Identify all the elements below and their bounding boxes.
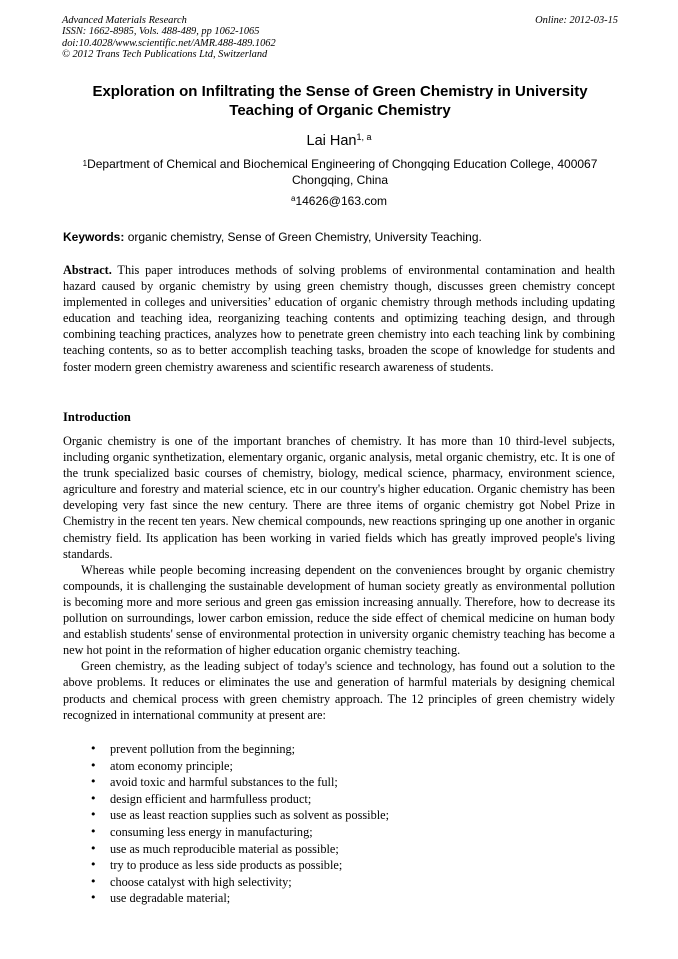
- list-item: • choose catalyst with high selectivity;: [90, 874, 389, 891]
- introduction-body: [63, 433, 615, 723]
- online-date: Online: 2012-03-15: [535, 15, 618, 26]
- intro-paragraph-3: Green chemistry, as the leading subject of today's science and technology, has found out a solution to the above problems. It reduces or eliminates the use and generation of harmful materials by designing chemical products and chemical process with green chemistry approach. The 12 principles of green chemistry widely recognized in international community at present are:: [63, 659, 615, 722]
- list-item: • try to produce as less side products as possible;: [90, 857, 389, 874]
- abstract: [63, 262, 615, 375]
- list-item: • use as much reproducible material as possible;: [90, 841, 389, 858]
- keywords-label: Keywords:: [63, 230, 125, 244]
- list-item: • avoid toxic and harmful substances to the full;: [90, 774, 389, 791]
- author-line: [0, 133, 678, 149]
- author-name: Lai Han: [306, 133, 357, 149]
- affiliation-superscript: 1: [82, 159, 88, 168]
- list-item: • prevent pollution from the beginning;: [90, 741, 389, 758]
- author-superscript: 1, a: [356, 132, 372, 142]
- doi-line: doi:10.4028/www.scientific.net/AMR.488-489.1062: [62, 37, 276, 49]
- keywords-text: organic chemistry, Sense of Green Chemistry, University Teaching.: [124, 230, 482, 244]
- journal-header: [62, 15, 618, 61]
- copyright-line: © 2012 Trans Tech Publications Ltd, Switzerland: [62, 49, 268, 61]
- abstract-text: This paper introduces methods of solving problems of environmental contamination and health hazard caused by organic chemistry by using green chemistry though, discusses green chemistry concept implemented in colleges and universities’ education of organic chemistry through methods including updating education and teaching idea, reorganizing teaching contents and optimizing teaching design, and through combining teaching practices, analyzes how to penetrate green chemistry into each teaching link by combining teaching contents, so as to better accomplish teaching tasks, broaden the scope of knowledge for students and foster modern green chemistry awareness and scientific research awareness of students.: [63, 263, 615, 374]
- list-item: • design efficient and harmfulless product;: [90, 791, 389, 808]
- list-item: • atom economy principle;: [90, 758, 389, 775]
- paper-title: Exploration on Infiltrating the Sense of Green Chemistry in University Teaching of Organic Chemistry: [92, 83, 588, 119]
- affiliation-text: Department of Chemical and Biochemical Engineering of Chongqing Education College, 400067 Chongqing, China: [87, 157, 598, 187]
- introduction-heading: Introduction: [63, 410, 131, 424]
- list-item: • use degradable material;: [90, 890, 389, 907]
- list-item: • use as least reaction supplies such as solvent as possible;: [90, 807, 389, 824]
- email-superscript: a: [290, 194, 296, 203]
- affiliation: [55, 156, 625, 188]
- intro-paragraph-1: Organic chemistry is one of the important branches of chemistry. It has more than 10 third-level subjects, including organic synthetization, elementary organic, organic analysis, metal organic chemistry, etc. It is one of the trunk specialized basic courses of chemistry, biology, medical science, pharmacy, environment science, agriculture and forestry and material science, etc in our country's higher education. Organic chemistry has been developing very fast since the new century. There are three items of organic chemistry got Nobel Prize in Chemistry in the recent ten years. New chemical compounds, new reactions springing up one another in organic chemistry field. Its application has been working in varied fields which has greatly improved people's living standards.: [63, 434, 615, 561]
- email-address[interactable]: 14626@163.com: [295, 194, 388, 208]
- journal-name: Advanced Materials Research: [62, 15, 187, 26]
- keywords: [63, 230, 615, 244]
- issn-line: ISSN: 1662-8985, Vols. 488-489, pp 1062-1065: [62, 26, 260, 38]
- intro-paragraph-2: Whereas while people becoming increasing dependent on the conveniences brought by organic chemistry compounds, it is challenging the sustainable development of human society greatly as environmental pollution is becoming more and more serious and green gas emission increasing annually. Therefore, how to decrease its pollution on surroundings, lower carbon emission, reduce the side effect of chemical medicine on human body and establish students' sense of environmental protection in university organic chemistry teaching has become a new hot point in the reformation of higher education organic chemistry teaching.: [63, 562, 615, 658]
- list-item: • consuming less energy in manufacturing;: [90, 824, 389, 841]
- email-line: [0, 194, 678, 208]
- green-chemistry-principles-list: [90, 741, 389, 907]
- abstract-label: Abstract.: [63, 263, 112, 277]
